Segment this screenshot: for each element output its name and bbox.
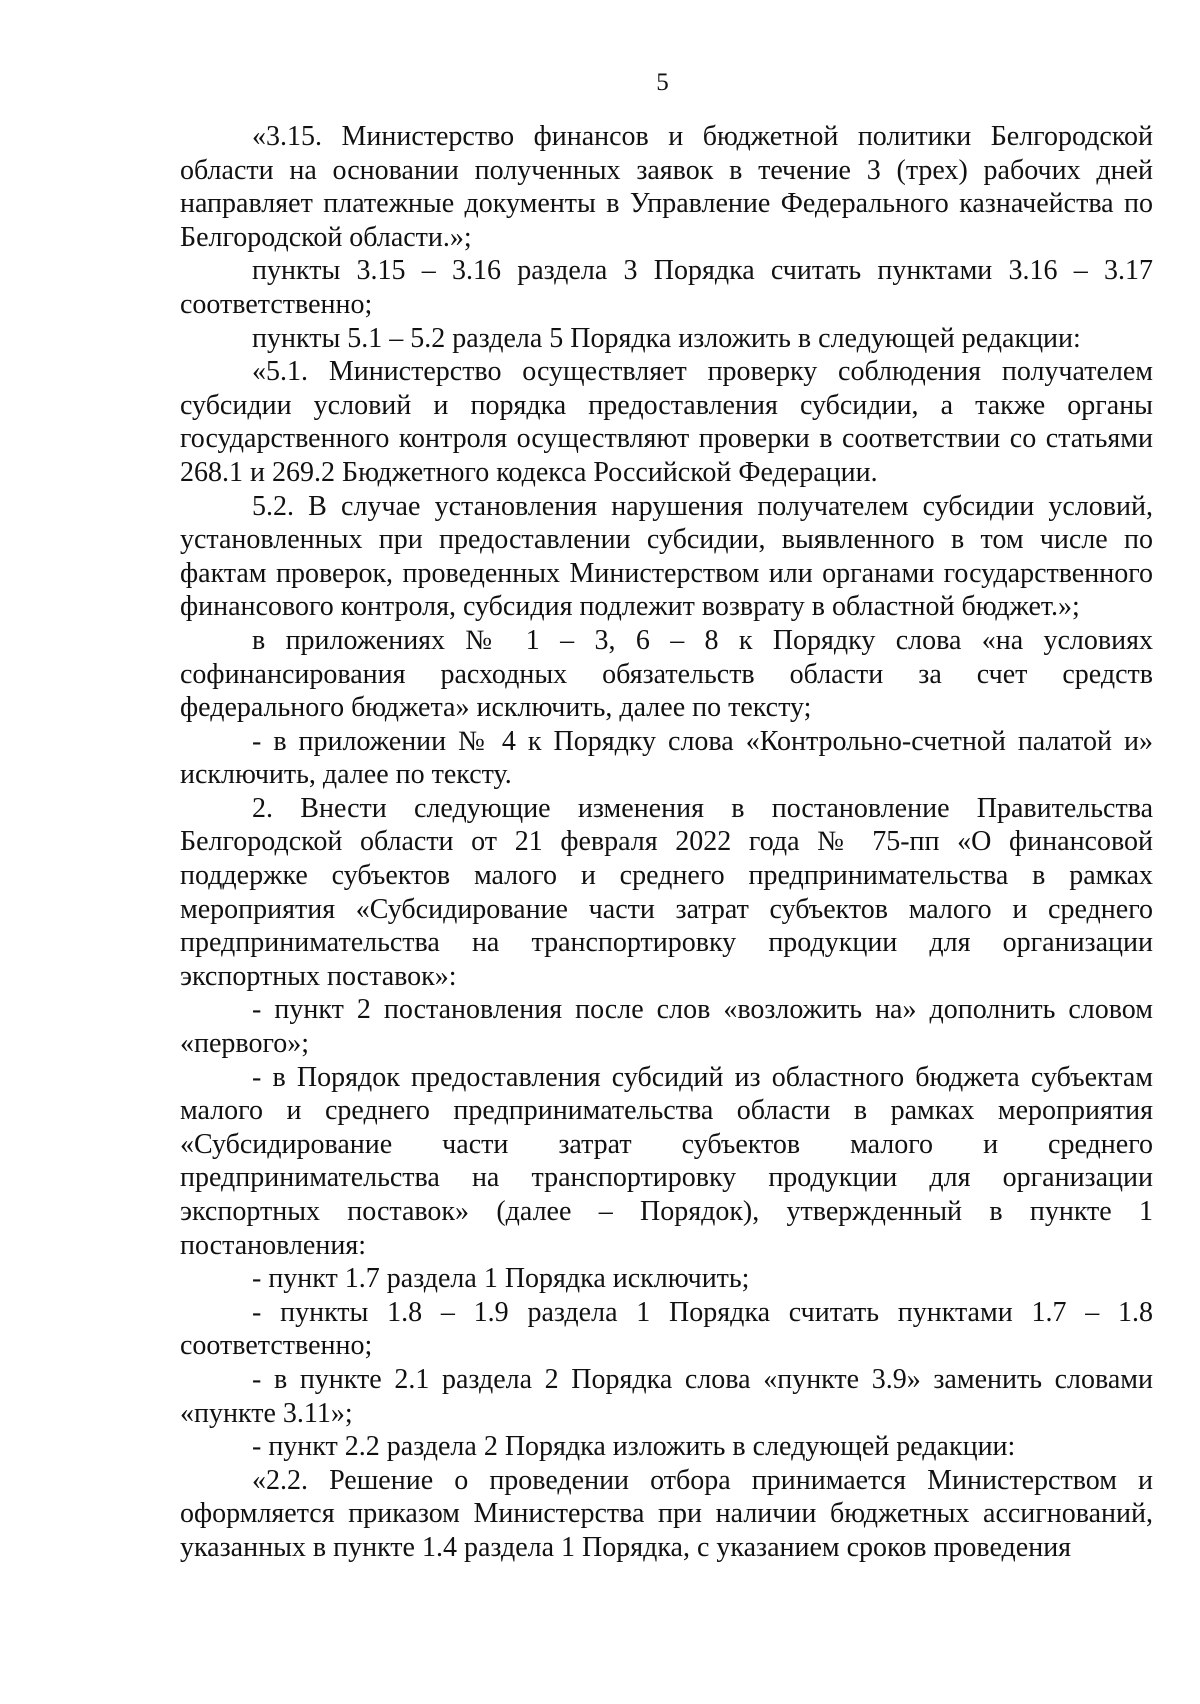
paragraph-item-2: 2. Внести следующие изменения в постановление Правительства Белгородской области от 21 февраля 2022 года № 75-пп «О финансовой поддержке субъектов малого и среднего предпринимательства в рамках мероприятия «Субсидирование части затрат субъектов малого и среднего предпринимательства на транспортировку продукции для организации экспортных поставок»: — [180, 792, 1153, 992]
paragraph-2-1: - в пункте 2.1 раздела 2 Порядка слова «пункте 3.9» заменить словами «пункте 3.11»; — [180, 1363, 1153, 1429]
paragraph-2-2: «2.2. Решение о проведении отбора принимается Министерством и оформляется приказом Министерства при наличии бюджетных ассигнований, указанных в пункте 1.4 раздела 1 Порядка, с указанием сроков проведения — [180, 1464, 1153, 1563]
paragraph-appendix-4: - в приложении № 4 к Порядку слова «Контрольно-счетной палатой и» исключить, далее по тексту. — [180, 725, 1153, 791]
paragraph-point-2-resolution: - пункт 2 постановления после слов «возложить на» дополнить словом «первого»; — [180, 994, 1153, 1060]
paragraph-1-8-1-9: - пункты 1.8 – 1.9 раздела 1 Порядка считать пунктами 1.7 – 1.8 соответственно; — [180, 1296, 1153, 1362]
paragraph-procedure-intro: - в Порядок предоставления субсидий из областного бюджета субъектам малого и среднего предпринимательства области в рамках мероприятия «Субсидирование части затрат субъектов малого и среднего предпринимательства на транспортировку продукции для организации экспортных поставок» (далее – Порядок), утвержденный в пункте 1 постановления: — [180, 1061, 1153, 1261]
document-body — [180, 120, 1153, 1565]
paragraph-3-15: «3.15. Министерство финансов и бюджетной политики Белгородской области на основании полученных заявок в течение 3 (трех) рабочих дней направляет платежные документы в Управление Федерального казначейства по Белгородской области.»; — [180, 121, 1153, 253]
paragraph-2-2-intro: - пункт 2.2 раздела 2 Порядка изложить в следующей редакции: — [252, 1431, 1016, 1463]
paragraph-5-1: «5.1. Министерство осуществляет проверку соблюдения получателем субсидии условий и порядка предоставления субсидии, а также органы государственного контроля осуществляют проверки в соответствии со статьями 268.1 и 269.2 Бюджетного кодекса Российской Федерации. — [180, 356, 1153, 488]
page-number: 5 — [656, 69, 669, 96]
paragraph-appendices-1-8: в приложениях № 1 – 3, 6 – 8 к Порядку слова «на условиях софинансирования расходных обязательств области за счет средств федерального бюджета» исключить, далее по тексту; — [180, 624, 1153, 724]
paragraph-5-2: 5.2. В случае установления нарушения получателем субсидии условий, установленных при предоставлении субсидии, выявленного в том числе по фактам проверок, проведенных Министерством или органами государственного финансового контроля, субсидия подлежит возврату в областной бюджет.»; — [180, 490, 1153, 623]
paragraph-1-7: - пункт 1.7 раздела 1 Порядка исключить; — [252, 1263, 750, 1295]
paragraph-renumber-3: пункты 3.15 – 3.16 раздела 3 Порядка считать пунктами 3.16 – 3.17 соответственно; — [180, 255, 1153, 320]
paragraph-section-5-intro: пункты 5.1 – 5.2 раздела 5 Порядка изложить в следующей редакции: — [252, 322, 1081, 354]
